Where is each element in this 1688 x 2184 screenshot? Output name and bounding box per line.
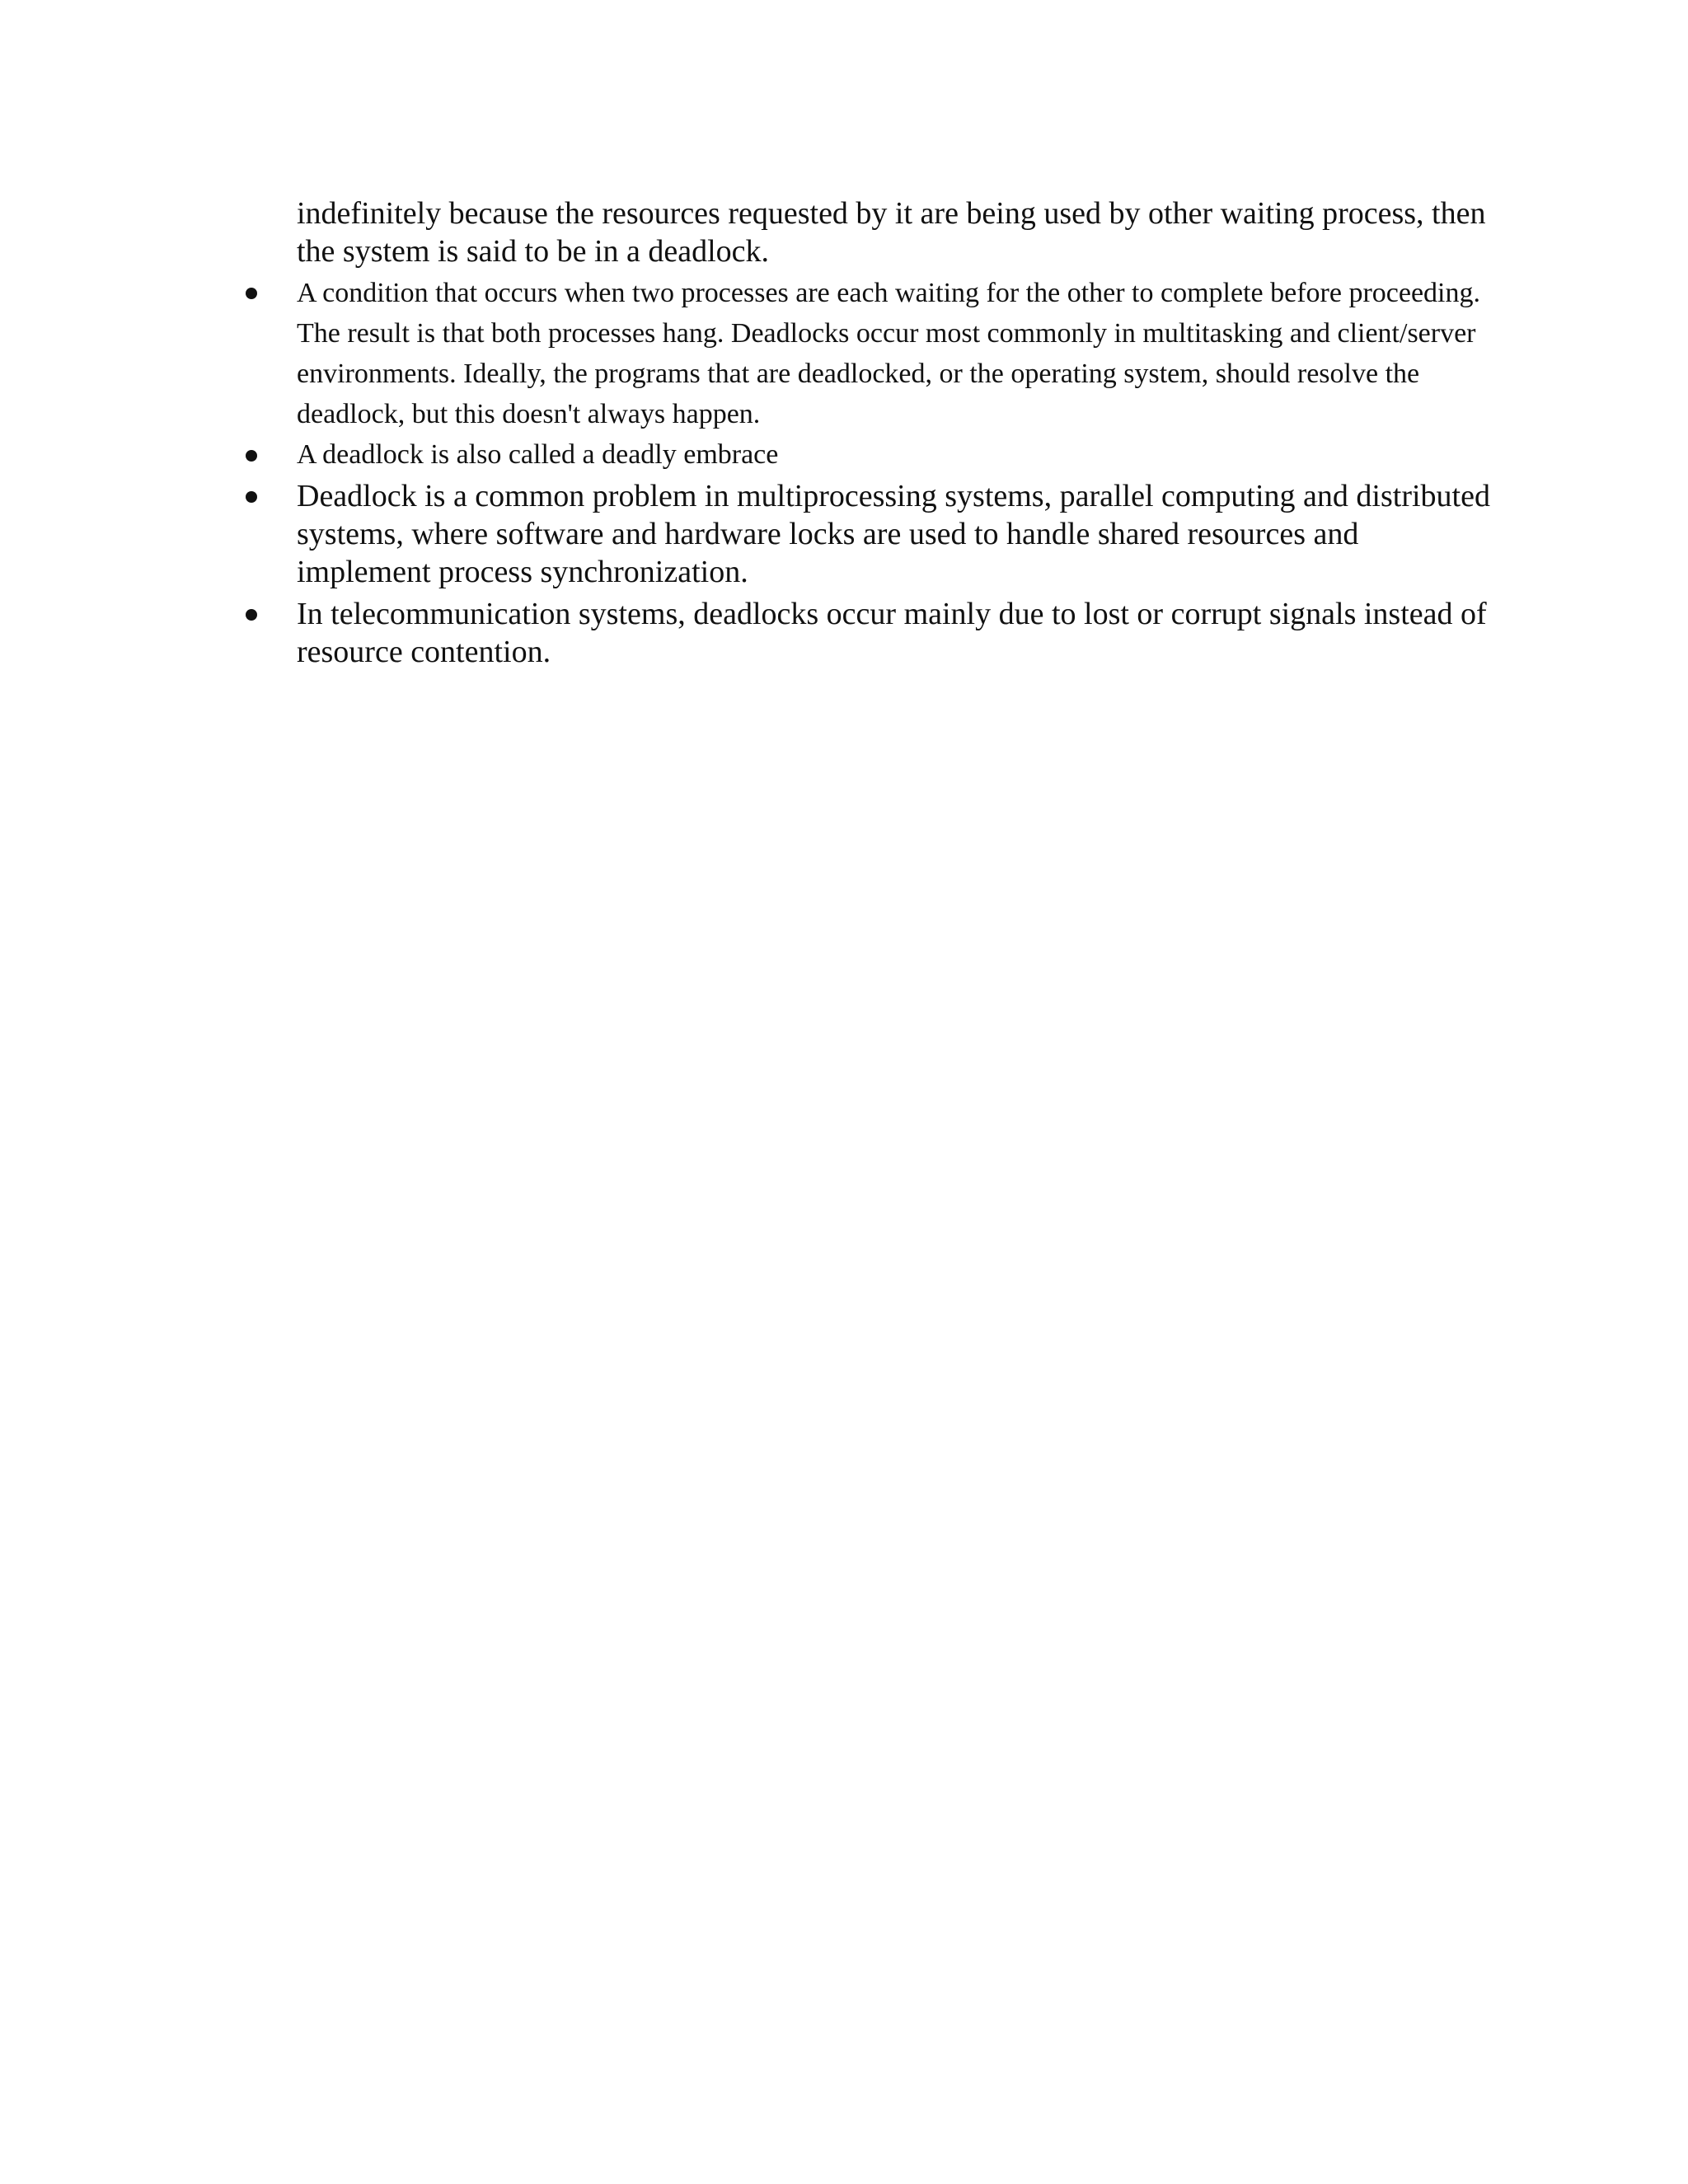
bullet-icon (246, 288, 257, 299)
bullet-icon (246, 609, 257, 621)
list-item-text: A condition that occurs when two processes are each waiting for the other to complete before proceeding. The result is that both processes hang. Deadlocks occur most commonly in multitasking and client/server environments. Ideally, the programs that are deadlocked, or the operating system, should resolve the deadlock, but this doesn't always happen. (297, 278, 1480, 429)
list-item (297, 273, 1500, 434)
page-content (0, 194, 1688, 671)
continuation-paragraph: indefinitely because the resources requested by it are being used by other waiting process, then the system is said to be in a deadlock. (297, 196, 1486, 269)
bullet-icon (246, 450, 257, 462)
list-item (297, 437, 1500, 473)
list-item (297, 595, 1500, 671)
list-item (297, 477, 1500, 591)
list-item-text: Deadlock is a common problem in multiprocessing systems, parallel computing and distributed systems, where software and hardware locks are used to handle shared resources and implement process synchronization. (297, 479, 1490, 589)
list-item-text: In telecommunication systems, deadlocks occur mainly due to lost or corrupt signals instead of resource contention. (297, 597, 1487, 669)
bullet-icon (246, 491, 257, 503)
bullet-list (0, 273, 1688, 671)
list-item-text: A deadlock is also called a deadly embrace (297, 439, 779, 470)
